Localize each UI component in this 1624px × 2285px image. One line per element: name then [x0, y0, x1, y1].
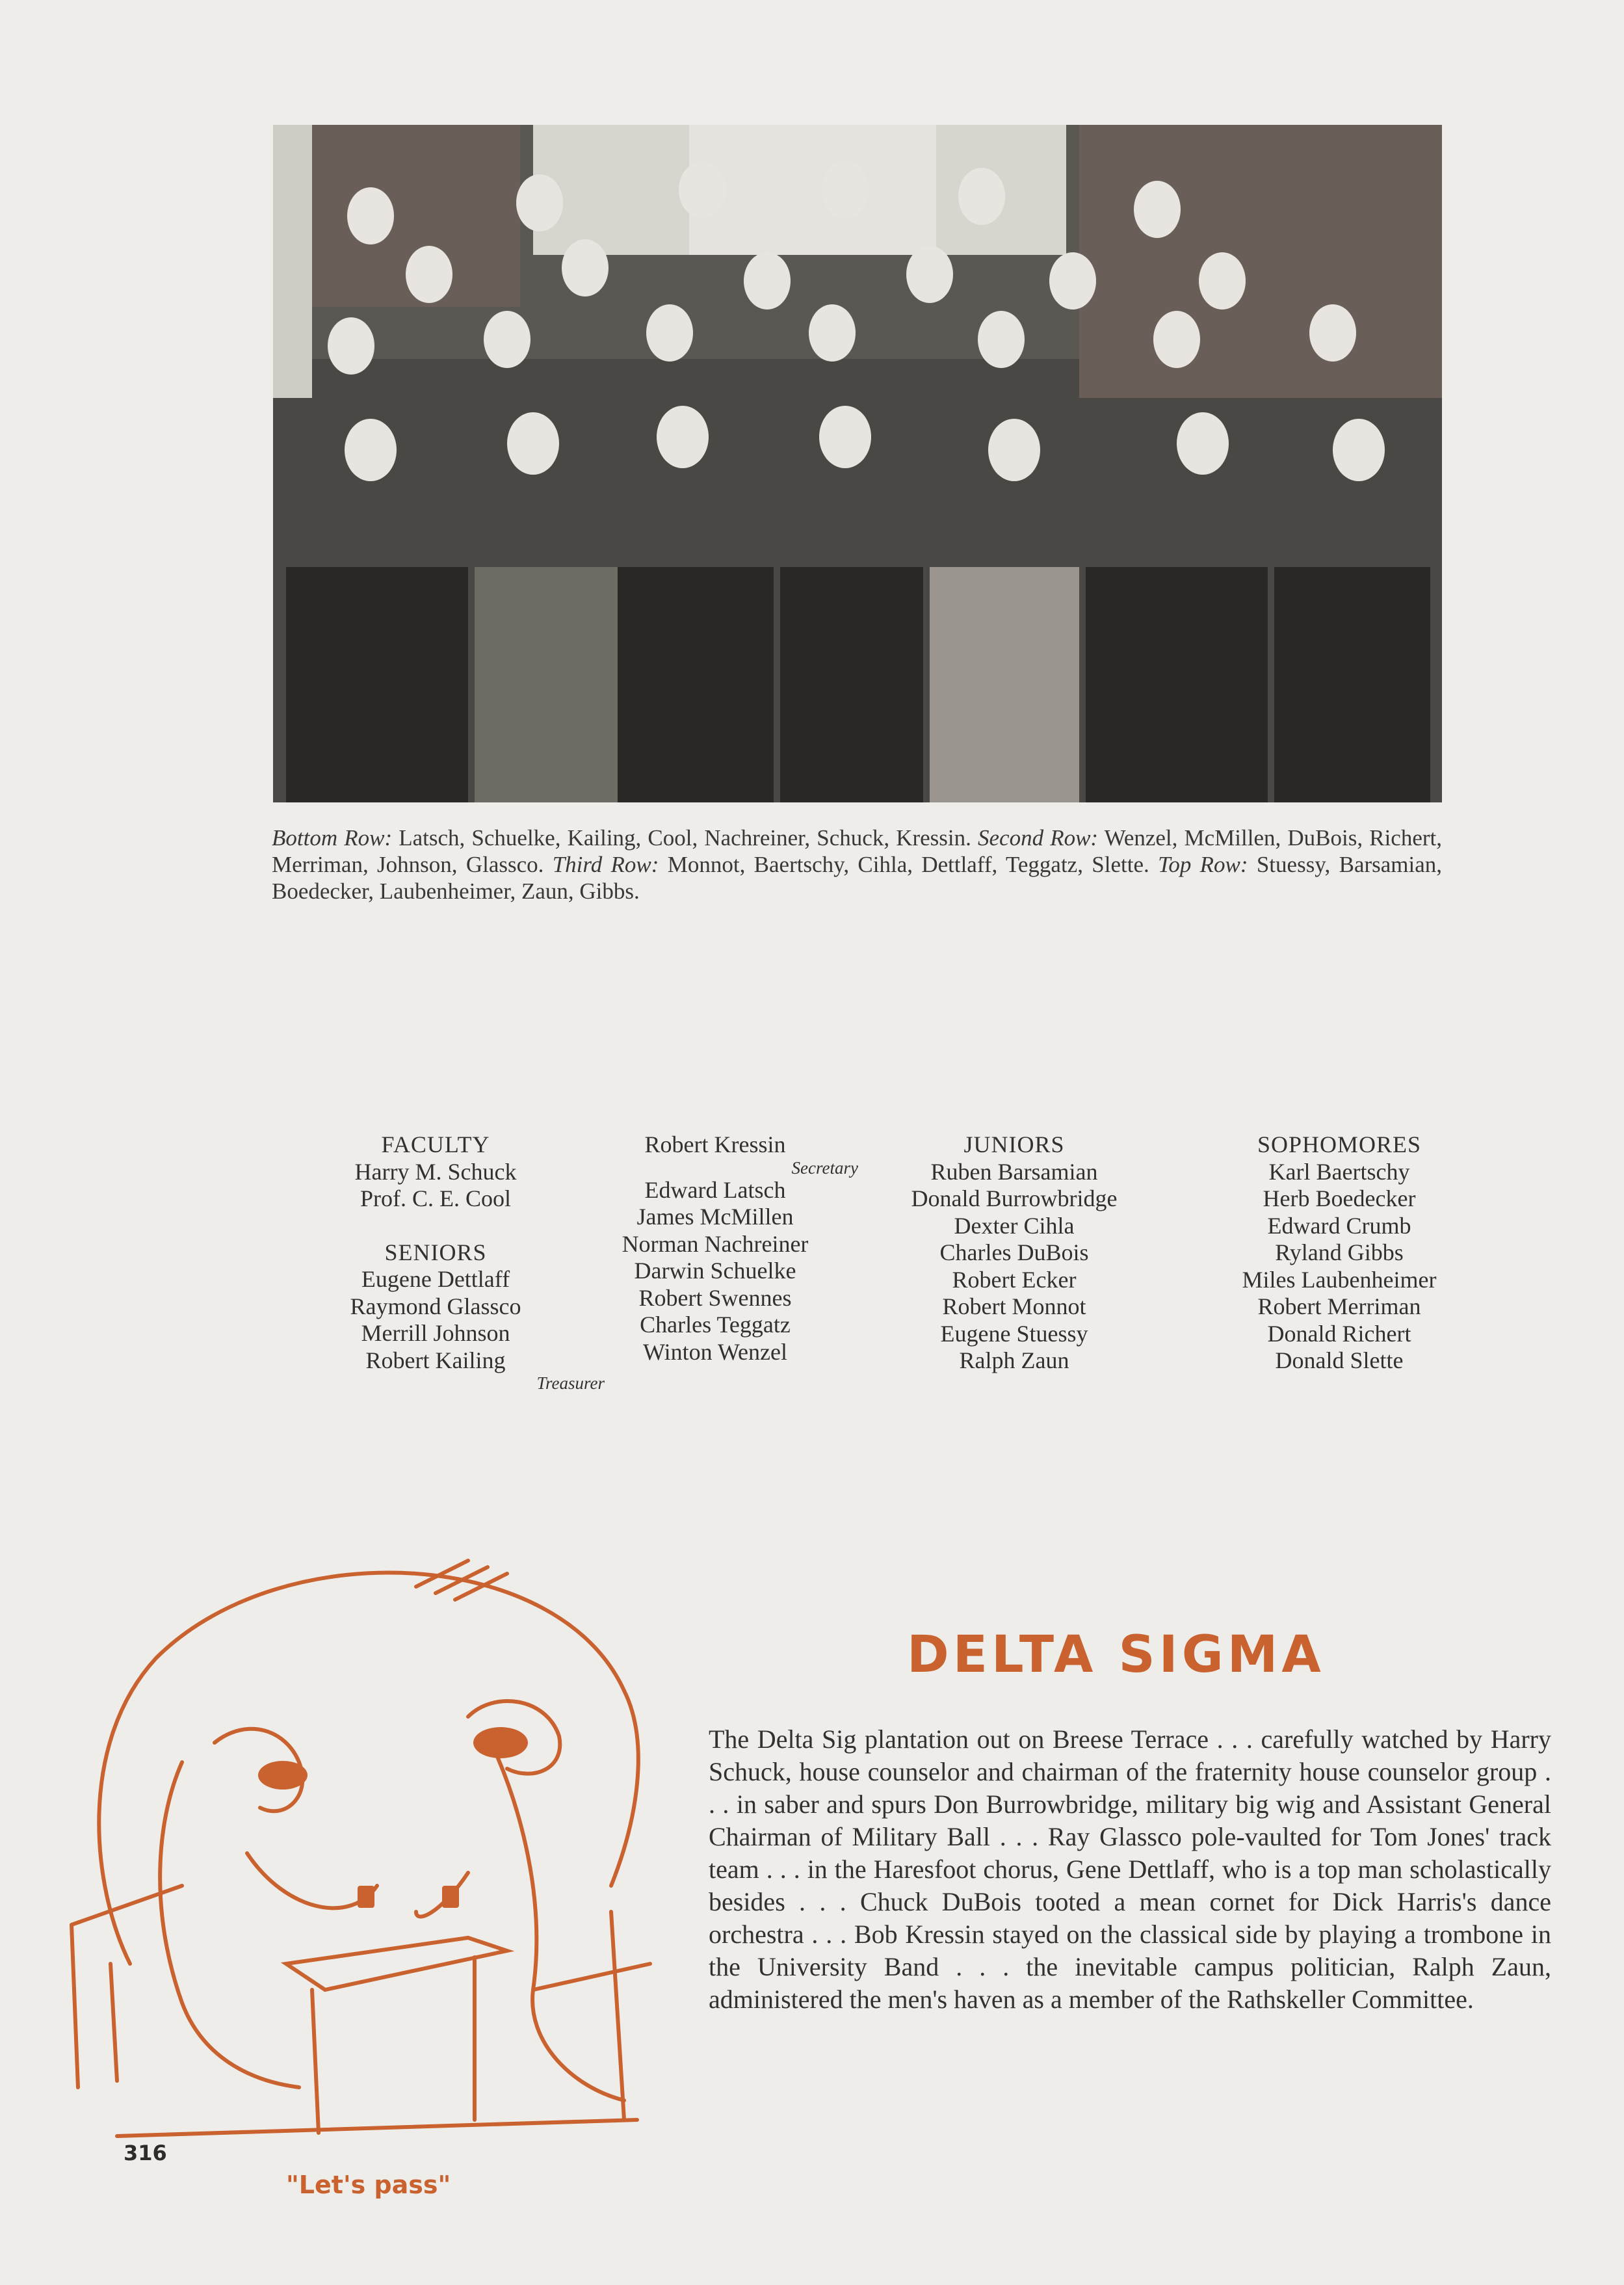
- roster-name: Herb Boedecker: [1263, 1185, 1416, 1211]
- left-cup: [358, 1886, 374, 1908]
- roster-name: Donald Burrowbridge: [911, 1185, 1118, 1211]
- section-title: DELTA SIGMA: [907, 1626, 1325, 1684]
- right-figure: [468, 1701, 624, 2100]
- caption-second-label: Second Row:: [978, 825, 1099, 851]
- roster-sophomores: [1196, 1131, 1482, 1375]
- motion-lines: [416, 1561, 507, 1600]
- group-photo: [273, 125, 1442, 802]
- roster-name: Robert Monnot: [942, 1293, 1086, 1319]
- caption-third-text: Monnot, Baertschy, Cihla, Dettlaff, Teggatz, Slette.: [667, 852, 1149, 877]
- caption-bottom-text: Latsch, Schuelke, Kailing, Cool, Nachreiner, Schuck, Kressin.: [399, 825, 971, 851]
- roster-name: Donald Richert: [1267, 1320, 1411, 1347]
- roster-name: Donald Slette: [1275, 1347, 1404, 1373]
- left-chair: [72, 1886, 182, 2087]
- arms: [247, 1853, 468, 1917]
- roster-name: Harry M. Schuck: [354, 1158, 517, 1185]
- roster-name: Miles Laubenheimer: [1242, 1266, 1437, 1293]
- table: [286, 1938, 507, 2133]
- treasurer-role: Treasurer: [536, 1373, 605, 1393]
- page-number: 316: [124, 2141, 167, 2165]
- spacer: [267, 1213, 605, 1239]
- roster-name: Ryland Gibbs: [1275, 1239, 1404, 1265]
- secretary-role: Secretary: [791, 1157, 858, 1178]
- roster-name: Edward Crumb: [1267, 1212, 1411, 1239]
- caption-second-text: Wenzel, McMillen, DuBois, Richert, Merriman, Johnson, Glassco.: [272, 825, 1442, 877]
- roster-name: Darwin Schuelke: [634, 1258, 796, 1284]
- caption-top-text: Stuessy, Barsamian, Boedecker, Laubenheimer, Zaun, Gibbs.: [272, 852, 1443, 904]
- juniors-heading: JUNIORS: [963, 1131, 1065, 1157]
- roster-name: Merrill Johnson: [361, 1320, 510, 1346]
- roster-name: Robert Swennes: [638, 1284, 792, 1311]
- roster-name: Ruben Barsamian: [930, 1158, 1098, 1185]
- roster-faculty-seniors: [267, 1131, 605, 1392]
- roster-name: Robert Merriman: [1257, 1293, 1421, 1319]
- roster-name: Charles DuBois: [939, 1239, 1089, 1265]
- faculty-heading: FACULTY: [381, 1131, 490, 1157]
- sophomores-heading: SOPHOMORES: [1257, 1131, 1422, 1157]
- group-photo-image: [273, 125, 1442, 802]
- roster-name: Charles Teggatz: [640, 1312, 791, 1338]
- photo-caption: [272, 825, 1442, 905]
- cartoon-illustration: [52, 1548, 702, 2172]
- roster-name: Dexter Cihla: [954, 1212, 1075, 1239]
- left-face: [258, 1761, 308, 1790]
- roster-name: Edward Latsch: [644, 1176, 786, 1203]
- roster-name: Robert Ecker: [952, 1266, 1077, 1293]
- roster-name: Eugene Dettlaff: [361, 1266, 510, 1292]
- caption-third-label: Third Row:: [552, 852, 659, 877]
- caption-top-label: Top Row:: [1158, 852, 1248, 877]
- right-cup: [442, 1886, 459, 1908]
- ground-line: [117, 2120, 637, 2136]
- roster-name: Raymond Glassco: [350, 1293, 521, 1319]
- right-face: [473, 1727, 528, 1758]
- seniors-heading: SENIORS: [384, 1239, 487, 1265]
- roster-seniors-continued: [572, 1131, 858, 1366]
- roster-name: Prof. C. E. Cool: [360, 1185, 511, 1211]
- story-paragraph: The Delta Sig plantation out on Breese Terrace . . . carefully watched by Harry Schuck, house counselor and chairman of the fraternity house counselor group . . . in saber and spurs Don Burrowbridge, military big wig and Assistant General Chairman of Military Ball . . . Ray Glassco pole-vaulted for Tom Jones' track team . . . in the Haresfoot chorus, Gene Dettlaff, who is a top man scholastically besides . . . Chuck DuBois tooted a mean cornet for Dick Harris's dance orchestra . . . Bob Kressin stayed on the classical side by playing a trombone in the University Band . . . the inevitable campus politician, Ralph Zaun, administered the men's haven as a member of the Rathskeller Committee.: [709, 1724, 1551, 2014]
- roster-name: Winton Wenzel: [643, 1338, 787, 1365]
- caption-bottom-label: Bottom Row:: [272, 825, 393, 851]
- cartoon-caption: "Let's pass": [286, 2171, 451, 2199]
- roster-juniors: [884, 1131, 1144, 1375]
- roster-name: Ralph Zaun: [959, 1347, 1069, 1373]
- roster-name: Robert Kressin: [644, 1131, 786, 1157]
- roster-name: Eugene Stuessy: [940, 1320, 1088, 1347]
- roster-name: Robert Kailing: [365, 1347, 506, 1373]
- roster-name: Norman Nachreiner: [622, 1230, 809, 1257]
- roster-name: Karl Baertschy: [1268, 1158, 1410, 1185]
- roster-name: James McMillen: [636, 1204, 794, 1230]
